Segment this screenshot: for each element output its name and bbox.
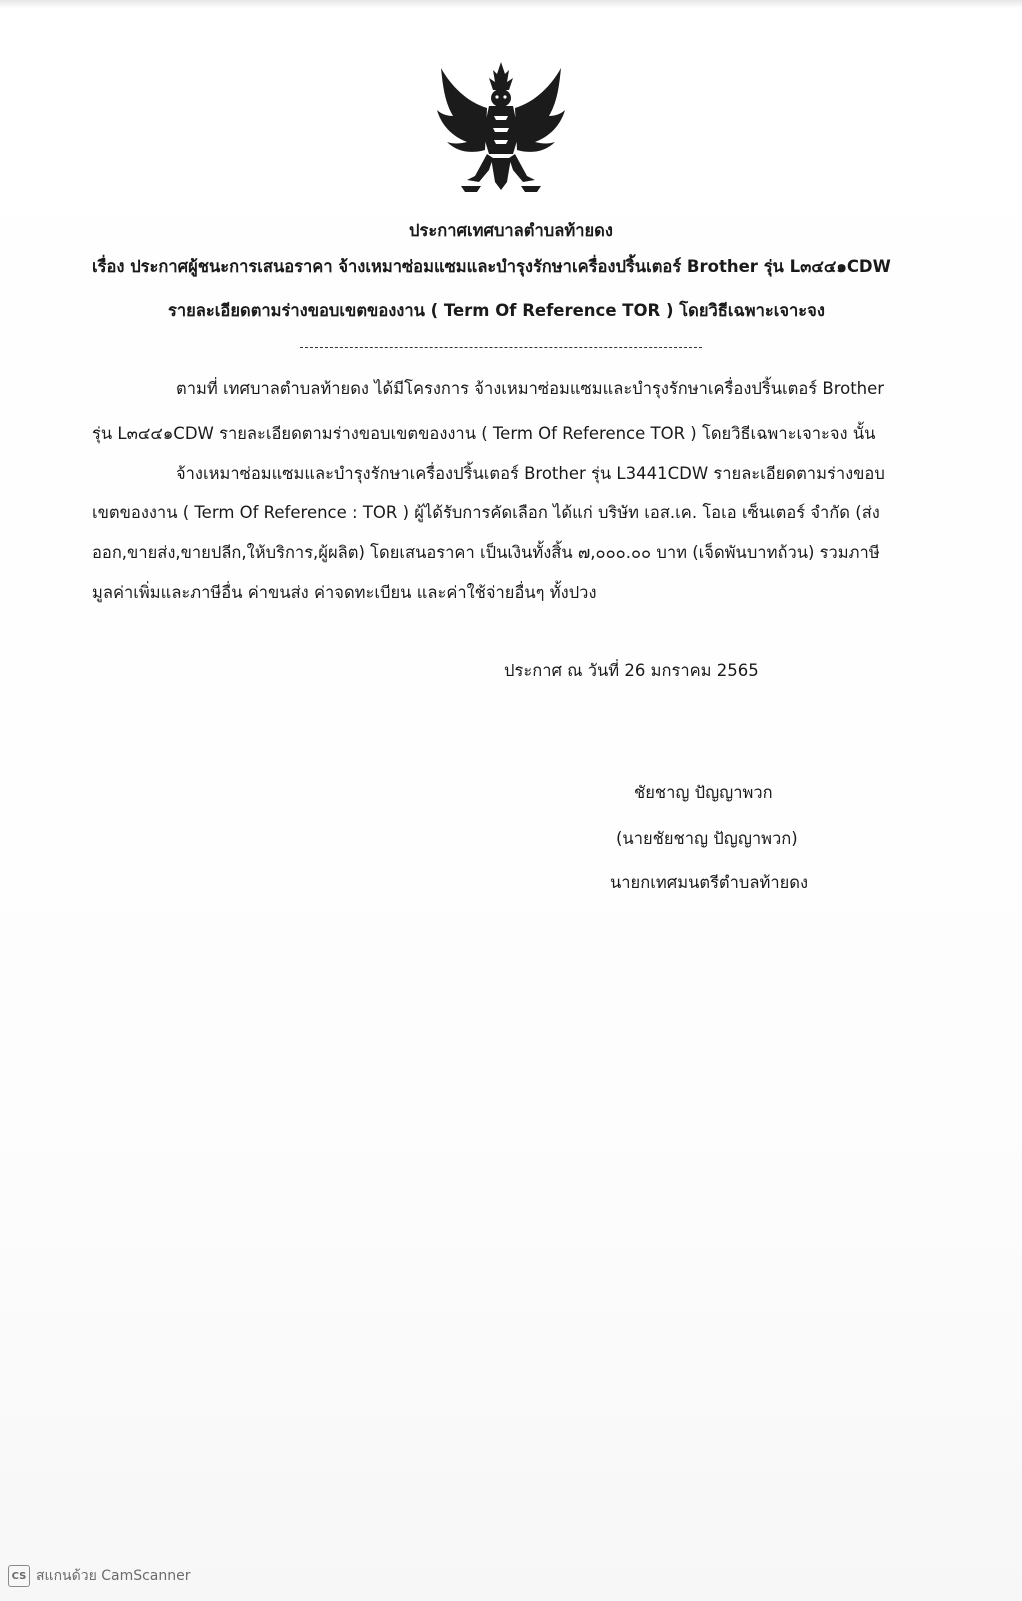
garuda-emblem [431,58,571,198]
camscanner-logo-icon: CS [8,1565,30,1587]
camscanner-footer [8,1565,191,1587]
paragraph-1-line-1: ตามที่ เทศบาลตำบลท้ายดง ได้มีโครงการ จ้างเหมาซ่อมแซมและบำรุงรักษาเครื่องปริ้นเตอร์ Brother [176,379,885,398]
paragraph-2-line-1: จ้างเหมาซ่อมแซมและบำรุงรักษาเครื่องปริ้นเตอร์ Brother รุ่น L3441CDW รายละเอียดตามร่างขอบ [176,464,885,483]
paragraph-2-line-2: เขตของงาน ( Term Of Reference : TOR ) ผู้ได้รับการคัดเลือก ได้แก่ บริษัท เอส.เค. โอเอ เซ็นเตอร์ จำกัด (ส่ง [92,503,880,522]
signer-printed-name: (นายชัยชาญ ปัญญาพวก) [616,829,798,848]
header-divider [300,347,702,348]
camscanner-text: สแกนด้วย CamScanner [36,1568,191,1584]
paragraph-1-line-2: รุ่น L๓๔๔๑CDW รายละเอียดตามร่างขอบเขตของงาน ( Term Of Reference TOR ) โดยวิธีเฉพาะเจาะจง นั้น [92,424,876,443]
signature: ชัยชาญ ปัญญาพวก [634,783,773,802]
scan-edge [0,0,1022,8]
signer-position: นายกเทศมนตรีตำบลท้ายดง [610,873,809,892]
paragraph-2-line-3: ออก,ขายส่ง,ขายปลีก,ให้บริการ,ผู้ผลิต) โดยเสนอราคา เป็นเงินทั้งสิ้น ๗,๐๐๐.๐๐ บาท (เจ็ดพันบาทถ้วน) รวมภาษี [92,543,880,562]
subject-line-1: เรื่อง ประกาศผู้ชนะการเสนอราคา จ้างเหมาซ่อมแซมและบำรุงรักษาเครื่องปริ้นเตอร์ Brother รุ่น L๓๔๔๑CDW [92,257,891,276]
subject-line-2: รายละเอียดตามร่างขอบเขตของงาน ( Term Of Reference TOR ) โดยวิธีเฉพาะเจาะจง [168,301,825,320]
announcement-title: ประกาศเทศบาลตำบลท้ายดง [409,221,613,240]
paragraph-2-line-4: มูลค่าเพิ่มและภาษีอื่น ค่าขนส่ง ค่าจดทะเบียน และค่าใช้จ่ายอื่นๆ ทั้งปวง [92,583,597,602]
announcement-date: ประกาศ ณ วันที่ 26 มกราคม 2565 [504,661,759,680]
